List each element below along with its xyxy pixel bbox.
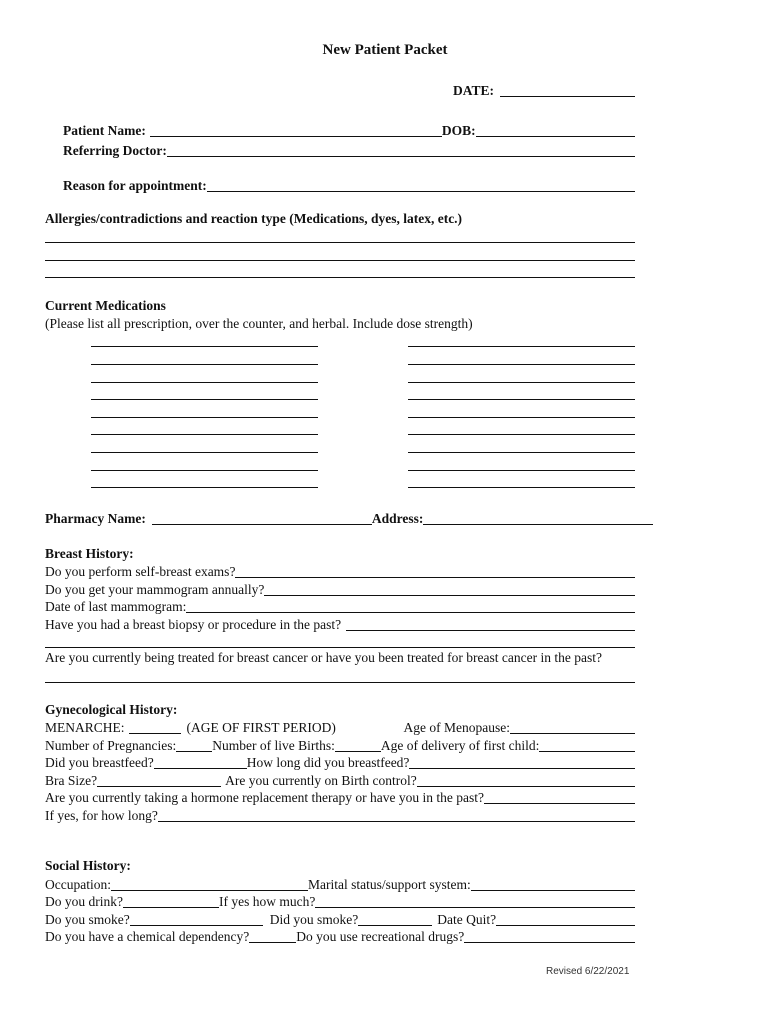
hrt-label: Are you currently taking a hormone replacement therapy or have you in the past? (45, 790, 484, 805)
chemical-row (45, 928, 635, 945)
occupation-row (45, 876, 635, 893)
medication-line-left[interactable] (91, 470, 318, 471)
last-mammogram-row (45, 598, 635, 615)
gyn-history-heading: Gynecological History: (45, 702, 178, 717)
allergies-heading: Allergies/contradictions and reaction type (Medications, dyes, latex, etc.) (45, 211, 463, 226)
if-yes-label: If yes, for how long? (45, 808, 158, 823)
live-births-label: Number of live Births: (212, 738, 335, 753)
drink-field[interactable] (123, 895, 219, 908)
mammogram-row (45, 581, 635, 598)
patient-name-row (63, 122, 635, 139)
date-field[interactable] (500, 84, 635, 97)
mammogram-label: Do you get your mammogram annually? (45, 582, 265, 597)
self-exam-field[interactable] (235, 565, 635, 578)
medication-line-left[interactable] (91, 364, 318, 365)
page-title: New Patient Packet (322, 42, 448, 58)
medication-line-right[interactable] (408, 452, 635, 453)
referring-doctor-label: Referring Doctor: (63, 143, 167, 158)
pharmacy-name-field[interactable] (152, 512, 372, 525)
menarche-note: (AGE OF FIRST PERIOD) (186, 720, 336, 735)
pharmacy-address-field[interactable] (423, 512, 653, 525)
hrt-field[interactable] (484, 791, 635, 804)
how-much-field[interactable] (315, 895, 635, 908)
medication-line-left[interactable] (91, 399, 318, 400)
last-mammogram-label: Date of last mammogram: (45, 599, 187, 614)
chemical-field[interactable] (249, 930, 296, 943)
medication-line-left[interactable] (91, 452, 318, 453)
first-child-field[interactable] (539, 739, 635, 752)
how-long-label: How long did you breastfeed? (246, 755, 410, 770)
allergies-line-1[interactable] (45, 242, 635, 243)
social-history-heading: Social History: (45, 858, 131, 873)
menopause-label: Age of Menopause: (403, 720, 510, 735)
breastfeed-field[interactable] (154, 756, 247, 769)
breastfeed-label: Did you breastfeed? (45, 755, 154, 770)
self-exam-label: Do you perform self-breast exams? (45, 564, 236, 579)
marital-field[interactable] (471, 878, 635, 891)
medication-line-right[interactable] (408, 346, 635, 347)
patient-name-field[interactable] (150, 124, 442, 137)
medication-line-right[interactable] (408, 399, 635, 400)
date-label: DATE: (453, 83, 495, 98)
pregnancies-row (45, 737, 635, 754)
last-mammogram-field[interactable] (186, 600, 635, 613)
mammogram-field[interactable] (264, 583, 635, 596)
how-much-label: If yes how much? (219, 894, 316, 909)
pharmacy-row (45, 510, 653, 527)
bra-field[interactable] (97, 774, 221, 787)
pharmacy-address-label: Address: (371, 511, 424, 526)
referring-doctor-row (63, 142, 635, 159)
pregnancies-field[interactable] (176, 739, 212, 752)
medications-heading: Current Medications (45, 298, 166, 313)
how-long-field[interactable] (409, 756, 635, 769)
did-smoke-label: Did you smoke? (269, 912, 359, 927)
medication-line-right[interactable] (408, 487, 635, 488)
allergies-line-3[interactable] (45, 277, 635, 278)
live-births-field[interactable] (335, 739, 381, 752)
drink-label: Do you drink? (45, 894, 123, 909)
hrt-row (45, 789, 635, 806)
date-row (453, 82, 635, 99)
menarche-row (45, 719, 635, 736)
birth-control-label: Are you currently on Birth control? (225, 773, 417, 788)
drink-row (45, 893, 635, 910)
referring-doctor-field[interactable] (167, 144, 635, 157)
revised-date: Revised 6/22/2021 (546, 966, 630, 977)
self-exam-row (45, 563, 635, 580)
allergies-line-2[interactable] (45, 260, 635, 261)
medication-line-right[interactable] (408, 382, 635, 383)
did-smoke-field[interactable] (358, 913, 432, 926)
medication-line-left[interactable] (91, 346, 318, 347)
medication-line-left[interactable] (91, 487, 318, 488)
reason-row (63, 177, 635, 194)
if-yes-row (45, 807, 635, 824)
first-child-label: Age of delivery of first child: (380, 738, 540, 753)
medication-line-right[interactable] (408, 470, 635, 471)
birth-control-field[interactable] (417, 774, 635, 787)
menarche-label: MENARCHE: (45, 720, 125, 735)
treated-answer-line[interactable] (45, 682, 635, 683)
bra-row (45, 772, 635, 789)
dob-label: DOB: (441, 123, 476, 138)
breast-history-heading: Breast History: (45, 546, 134, 561)
medication-line-left[interactable] (91, 434, 318, 435)
smoke-label: Do you smoke? (45, 912, 130, 927)
reason-field[interactable] (207, 179, 635, 192)
patient-name-label: Patient Name: (63, 123, 146, 138)
if-yes-field[interactable] (158, 809, 635, 822)
menarche-field[interactable] (129, 721, 181, 734)
marital-label: Marital status/support system: (307, 877, 471, 892)
occupation-label: Occupation: (45, 877, 111, 892)
medication-line-right[interactable] (408, 434, 635, 435)
biopsy-label: Have you had a breast biopsy or procedure in the past? (45, 617, 342, 632)
occupation-field[interactable] (111, 878, 308, 891)
biopsy-field[interactable] (346, 618, 635, 631)
biopsy-row (45, 616, 635, 633)
biopsy-extra-line[interactable] (45, 647, 635, 648)
treated-question: Are you currently being treated for breast cancer or have you been treated for breast cancer in the past? (45, 650, 602, 665)
pharmacy-name-label: Pharmacy Name: (45, 511, 146, 526)
quit-field[interactable] (496, 913, 635, 926)
medication-line-right[interactable] (408, 364, 635, 365)
smoke-row (45, 911, 635, 928)
smoke-field[interactable] (130, 913, 263, 926)
medication-line-left[interactable] (91, 382, 318, 383)
recreational-label: Do you use recreational drugs? (296, 929, 465, 944)
medication-line-right[interactable] (408, 417, 635, 418)
medications-instruction: (Please list all prescription, over the counter, and herbal. Include dose strength) (45, 316, 473, 331)
medication-line-left[interactable] (91, 417, 318, 418)
quit-label: Date Quit? (437, 912, 497, 927)
reason-label: Reason for appointment: (63, 178, 207, 193)
menopause-field[interactable] (510, 721, 635, 734)
dob-field[interactable] (476, 124, 635, 137)
recreational-field[interactable] (464, 930, 635, 943)
chemical-label: Do you have a chemical dependency? (45, 929, 250, 944)
breastfeed-row (45, 754, 635, 771)
pregnancies-label: Number of Pregnancies: (45, 738, 177, 753)
bra-label: Bra Size? (45, 773, 98, 788)
